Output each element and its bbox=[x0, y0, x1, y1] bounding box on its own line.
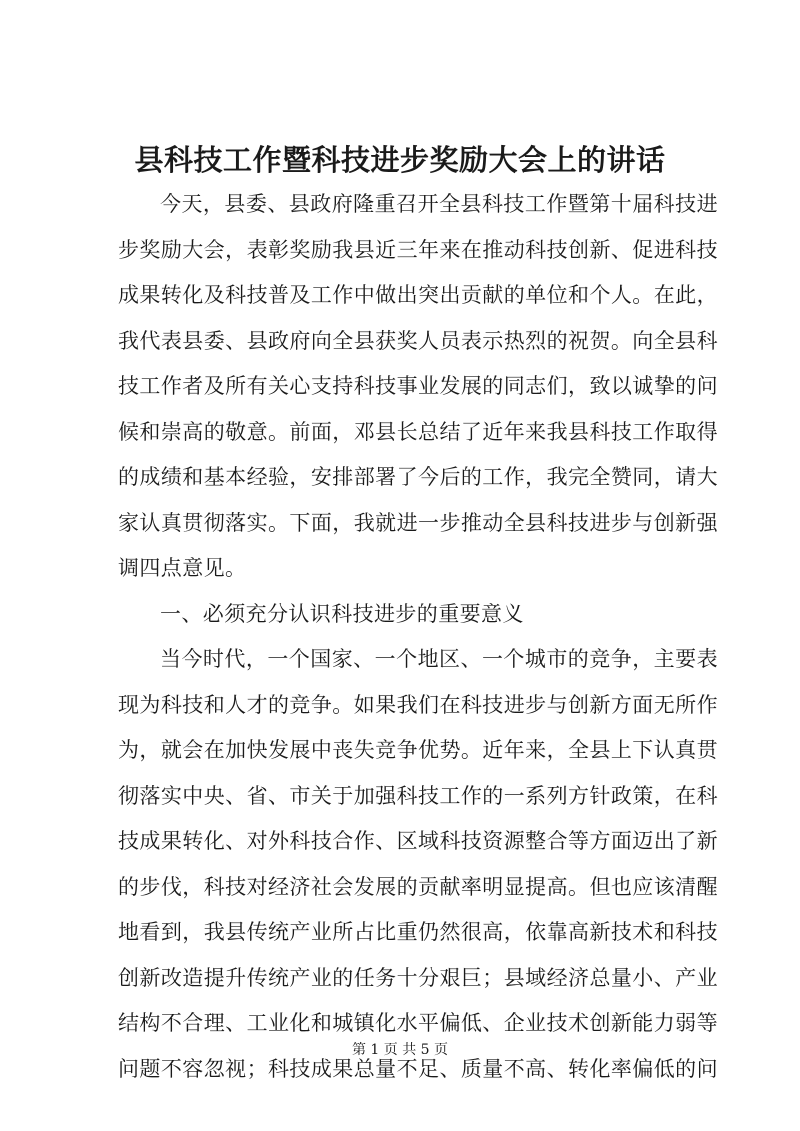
paragraph-line: 的成绩和基本经验，安排部署了今后的工作，我完全赞同，请大 bbox=[118, 465, 718, 489]
paragraph bbox=[118, 182, 718, 592]
paragraph-line: 我代表县委、县政府向全县获奖人员表示热烈的祝贺。向全县科 bbox=[118, 328, 718, 353]
paragraph-line: 彻落实中央、省、市关于加强科技工作的一系列方针政策，在科 bbox=[118, 783, 718, 808]
paragraph-line: 的步伐，科技对经济社会发展的贡献率明显提高。但也应该清醒 bbox=[118, 874, 718, 899]
section-heading bbox=[118, 592, 718, 638]
paragraph-line: 结构不合理、工业化和城镇化水平偏低、企业技术创新能力弱等 bbox=[118, 1011, 718, 1035]
paragraph-line: 为，就会在加快发展中丧失竞争优势。近年来，全县上下认真贯 bbox=[118, 738, 718, 762]
paragraph-line: 家认真贯彻落实。下面，我就进一步推动全县科技进步与创新强 bbox=[118, 510, 718, 535]
paragraph-line: 当今时代，一个国家、一个地区、一个城市的竞争，主要表 bbox=[160, 647, 718, 671]
paragraph bbox=[118, 637, 718, 1092]
section-heading-text: 一、必须充分认识科技进步的重要意义 bbox=[160, 601, 524, 626]
paragraph-line: 创新改造提升传统产业的任务十分艰巨；县域经济总量小、产业 bbox=[118, 965, 718, 990]
paragraph-line: 调四点意见。 bbox=[118, 556, 247, 580]
page-footer: 第 1 页 共 5 页 bbox=[351, 1042, 449, 1058]
paragraph-line: 技工作者及所有关心支持科技事业发展的同志们，致以诚挚的问 bbox=[118, 374, 718, 398]
paragraph-line: 今天，县委、县政府隆重召开全县科技工作暨第十届科技进 bbox=[160, 192, 718, 216]
document-title: 县科技工作暨科技进步奖励大会上的讲话 bbox=[134, 143, 666, 177]
paragraph-line: 步奖励大会，表彰奖励我县近三年来在推动科技创新、促进科技 bbox=[118, 237, 718, 262]
paragraph-line: 地看到，我县传统产业所占比重仍然很高，依靠高新技术和科技 bbox=[118, 920, 718, 944]
document-body bbox=[118, 182, 718, 1092]
paragraph-line: 技成果转化、对外科技合作、区域科技资源整合等方面迈出了新 bbox=[118, 829, 718, 853]
paragraph-line: 现为科技和人才的竞争。如果我们在科技进步与创新方面无所作 bbox=[118, 692, 718, 717]
paragraph-line: 问题不容忽视；科技成果总量不足、质量不高、转化率偏低的问 bbox=[118, 1056, 718, 1081]
paragraph-line: 候和崇高的敬意。前面，邓县长总结了近年来我县科技工作取得 bbox=[118, 419, 718, 444]
paragraph-line: 成果转化及科技普及工作中做出突出贡献的单位和个人。在此， bbox=[118, 283, 718, 307]
